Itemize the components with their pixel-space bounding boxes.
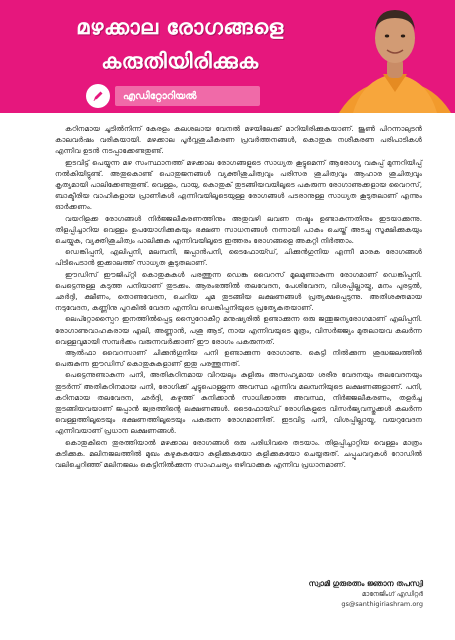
article-paragraph: ഇടവിട്ട് പെയ്യുന്ന മഴ സംസ്ഥാനത്ത് മഴക്കാല രോഗങ്ങളുടെ സാധ്യത കൂട്ടുമെന്ന് ആരോഗ്യ വകുപ്പ് മുന്നറിയിപ്പ് നൽകിയിട്ടുണ്ട്. അതുകൊണ്ട് പൊതുജനങ്ങൾ വ്യക്തിശുചിത്വവും പരിസര ശുചിത്വവും ആഹാര ശുചിത്വവും കൃത്യമായി പാലിക്കേണ്ടതുണ്ട്. വെള്ളം, വായു, കൊതുക് തുടങ്ങിയവയിലൂടെ പകരുന്ന രോഗാണുക്കളായ വൈറസ്, ബാക്ടീരിയ വാഹികളായ പ്രാണികൾ എന്നിവയിലൂടെയുള്ള രോഗങ്ങൾ പടരാനുള്ള സാധ്യത കൂടുതലാണ് എന്നും ഓർക്കണം. bbox=[55, 157, 422, 212]
author-email: gs@santhigiriashram.org bbox=[341, 600, 423, 608]
article-paragraph: കൊതുകിനെ തുരത്തിയാൽ മഴക്കാല രോഗങ്ങൾ ഒരു പരിധിവരെ തടയാം. തിളപ്പിച്ചാറ്റിയ വെള്ളം മാത്രം കുടിക്കുക. മലിനജലത്തിൽ മുഖം കഴുകുകയോ കുളിക്കുകയോ കളിക്കുകയോ ചെയ്യരുത്. ചപ്പുചവറുകൾ റോഡിൽ വലിച്ചെറിഞ്ഞ് മലിനജലം കെട്ടിനിൽക്കുന്ന സാഹചര്യം ഒഴിവാക്കുക എന്നിവ പ്രധാനമാണ്. bbox=[55, 437, 422, 470]
article-paragraph: കഠിനമായ ചൂടിൽനിന്ന് കേരളം കലശലായ വേനൽ മഴയിലേക്ക് മാറിയിരിക്കുകയാണ്. ജൂൺ പിറന്നാലുടൻ കാലവർഷം വരികയായി. മഴക്കാല പൂർവ്വശുചീകരണ പ്രവർത്തനങ്ങൾ, കൊതുകു നശീകരണ പരിപാടികൾ എന്നിവ ഉടൻ നടപ്പാക്കേണ്ടതുണ്ട്. bbox=[55, 124, 422, 156]
editorial-tag bbox=[86, 83, 260, 109]
headline bbox=[40, 10, 320, 78]
pen-icon bbox=[86, 84, 110, 108]
author-signature bbox=[309, 578, 423, 609]
article-paragraph: ലെപ്റ്റോസ്പൈറ ഇനത്തിൽപ്പെട്ട സ്പൈറോകീറ്റ മനുഷ്യരിൽ ഉണ്ടാക്കുന്ന ഒരു ജന്തുജന്യരോഗമാണ് എലിപ്പനി. രോഗാണുവാഹകരായ എലി, അണ്ണാൻ, പശു ആട്, നായ എന്നിവയുടെ മൂത്രം, വിസർജ്ജ്യം മുതലായവ കലർന്ന വെള്ളവുമായി സമ്പർക്കം വരുന്നവർക്കാണ് ഈ രോഗം പകരുന്നത്. bbox=[55, 314, 422, 346]
author-portrait bbox=[333, 0, 455, 113]
article-body bbox=[55, 123, 422, 470]
headline-line-1: മഴക്കാല രോഗങ്ങളെ bbox=[76, 15, 284, 39]
header-banner bbox=[0, 0, 455, 113]
article-paragraph: ഈഡിസ് ഈജിപ്റ്റി കൊതുകുകൾ പരത്തുന്ന ഡെങ്കു വൈറസ് മൂലമുണ്ടാകുന്ന രോഗമാണ് ഡെങ്കിപ്പനി. പെട്ടെന്നുള്ള കടുത്ത പനിയാണ് തുടക്കം. ആരംഭത്തിൽ തലവേദന, പേശിവേദന, വിശപ്പില്ലായ്മ, മനം പുരട്ടൽ, ഛർദ്ദി, ക്ഷീണം, തൊണ്ടവേദന, ചെറിയ ചുമ തുടങ്ങിയ ലക്ഷണങ്ങൾ പ്രത്യക്ഷപ്പെടുന്നു. അതിശക്തമായ നടുവേദന, കണ്ണിനു പുറകിൽ വേദന എന്നിവ ഡെങ്കിപ്പനിയുടെ പ്രത്യേകതയാണ്. bbox=[55, 269, 422, 313]
article-paragraph: പെട്ടെന്നുണ്ടാകുന്ന പനി, അതികഠിനമായ വിറയലും കുളിരും അസഹ്യമായ ശരീര വേദനയും തലവേദനയും തുടർന്ന് അതികഠിനമായ പനി, രോഗിക്ക് ചുട്ടുപൊള്ളുന്ന അവസ്ഥ എന്നിവ മലമ്പനിയുടെ ലക്ഷണങ്ങളാണ്. പനി, കഠിനമായ തലവേദന, ഛർദ്ദി, കഴുത്ത് കുനിക്കാൻ സാധിക്കാത്ത അവസ്ഥ, നിർജ്ജലീകരണം, തളർച്ച തുടങ്ങിയവയാണ് ജപ്പാൻ ജ്വരത്തിന്റെ ലക്ഷണങ്ങൾ. ടൈഫോയ്ഡ് രോഗികളുടെ വിസർജ്യവസ്തുക്കൾ കലർന്ന വെള്ളത്തിലൂടെയും ഭക്ഷണത്തിലൂടെയും പകരുന്ന രോഗമാണിത്. ഇടവിട്ട പനി, വിശപ്പില്ലായ്മ, വയറുവേദന എന്നിവയാണ് പ്രധാന ലക്ഷണങ്ങൾ. bbox=[55, 370, 422, 436]
article-paragraph: ഡെങ്കിപ്പനി, എലിപ്പനി, മലമ്പനി, ജപ്പാൻപനി, ടൈഫോയ്ഡ്, ചിക്കുൻഗുനിയ എന്നീ മാരക രോഗങ്ങൾ പിടിപെടാൻ ഇക്കാലത്ത് സാധ്യത കൂടുതലാണ്. bbox=[55, 247, 422, 268]
headline-line-2: കരുതിയിരിക്കുക bbox=[101, 49, 259, 73]
author-role: മാനേജിംഗ് എഡിറ്റർ bbox=[361, 590, 423, 598]
editorial-label: എഡിറ്റോറിയൽ bbox=[123, 90, 197, 102]
editorial-label-bar bbox=[115, 86, 260, 106]
author-name: സ്വാമി ഗുരുരത്നം ജ്ഞാന തപസ്വി bbox=[308, 579, 423, 588]
article-paragraph: വയറിളക്ക രോഗങ്ങൾ നിർജ്ജലീകരണത്തിനും അതുവഴി ലവണ നഷ്ടം ഉണ്ടാകുന്നതിനും ഇടയാക്കുന്നു. തിളപ്പിച്ചാറിയ വെള്ളം ഉപയോഗിക്കുകയും ഭക്ഷണ സാധനങ്ങൾ നന്നായി പാകം ചെയ്ത് അടച്ചു സൂക്ഷിക്കുകയും ചെയ്യുക, വ്യക്തിശുചിത്വം പാലിക്കുക എന്നിവയിലൂടെ ഇത്തരം രോഗങ്ങളെ അകറ്റി നിർത്താം. bbox=[55, 213, 422, 246]
article-paragraph: ആൽഫാ വൈറസാണ് ചിക്കുൻഗുനിയ പനി ഉണ്ടാക്കുന്ന രോഗാണു. കെട്ടി നിൽക്കുന്ന ശുദ്ധജലത്തിൽ പെരുകുന്ന ഈഡിസ് കൊതുകുകളാണ് ഇതു പരത്തുന്നത്. bbox=[55, 348, 422, 369]
